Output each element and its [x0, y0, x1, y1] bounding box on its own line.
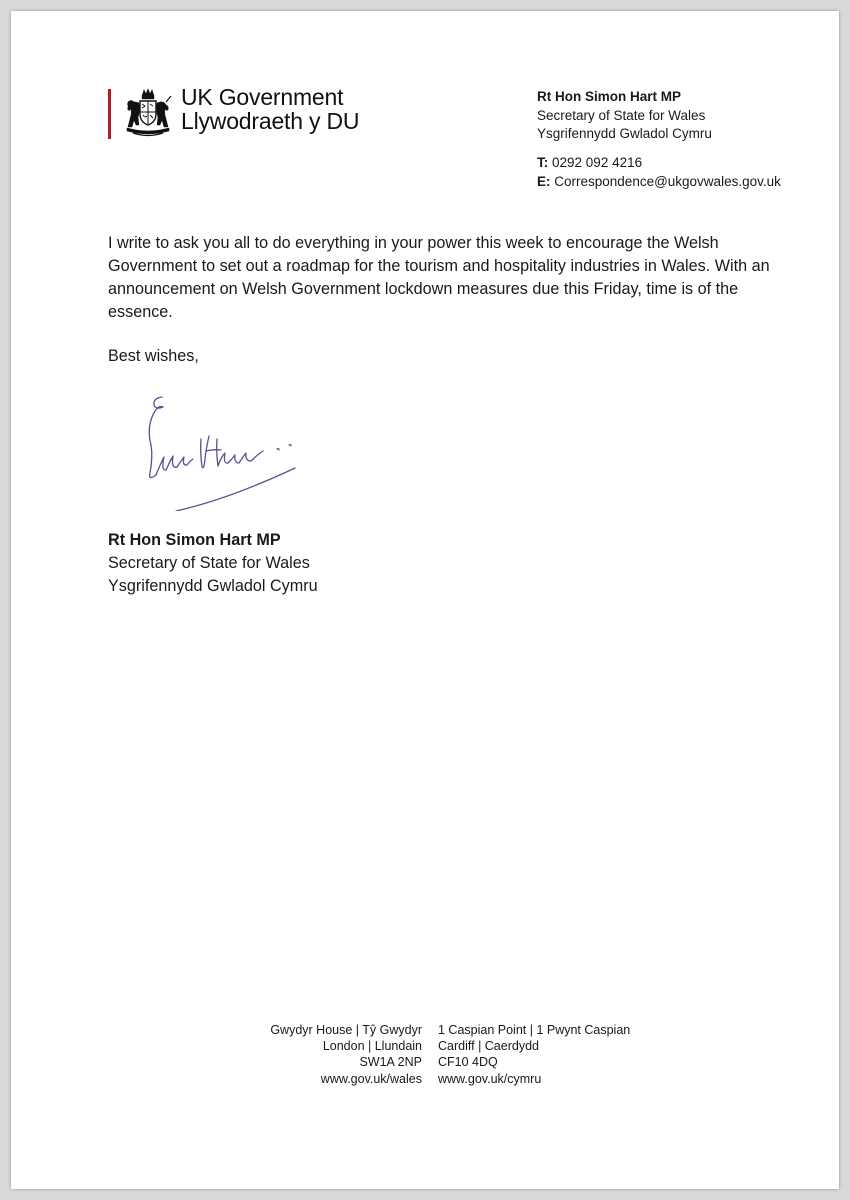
footer-cardiff-city: Cardiff | Caerdydd	[438, 1039, 539, 1054]
logo-divider	[108, 89, 111, 139]
sender-name: Rt Hon Simon Hart MP	[537, 89, 681, 104]
phone-line	[537, 154, 781, 173]
signoff-block	[108, 529, 318, 598]
organisation-name-welsh: Llywodraeth y DU	[181, 108, 360, 134]
contact-details	[537, 154, 781, 191]
phone-label: T:	[537, 155, 549, 170]
sender-title-welsh: Ysgrifennydd Gwladol Cymru	[537, 126, 712, 141]
sender-details	[537, 88, 712, 144]
sender-title-english: Secretary of State for Wales	[537, 107, 706, 123]
phone-number[interactable]: 0292 092 4216	[552, 155, 643, 170]
letter-page	[11, 11, 839, 1189]
signoff-title-english: Secretary of State for Wales	[108, 554, 310, 572]
email-line	[537, 173, 781, 192]
letter-closing: Best wishes,	[108, 347, 199, 365]
footer-london-city: London | Llundain	[322, 1039, 422, 1054]
email-label: E:	[537, 173, 551, 189]
footer-cardiff-postcode: CF10 4DQ	[438, 1055, 498, 1070]
footer-london-postcode: SW1A 2NP	[359, 1055, 422, 1070]
royal-coat-of-arms-icon	[121, 87, 175, 139]
organisation-logotype	[181, 85, 359, 133]
letter-body-paragraph: I write to ask you all to do everything in your power this week to encourage the Welsh Government to set out a roadmap for the tourism and hospitality industries in Wales. With an announcement on Welsh Government lockdown measures due this Friday, time is of the essence.	[108, 234, 770, 321]
footer-cardiff-building: 1 Caspian Point | 1 Pwynt Caspian	[438, 1023, 631, 1037]
footer-address-cardiff	[438, 1022, 630, 1087]
handwritten-signature-icon	[129, 393, 314, 511]
footer-london-building: Gwydyr House | Tŷ Gwydyr	[270, 1023, 422, 1037]
organisation-name-english: UK Government	[181, 84, 344, 110]
footer-address-london	[270, 1022, 422, 1087]
signoff-title-welsh: Ysgrifennydd Gwladol Cymru	[108, 577, 318, 595]
signoff-name: Rt Hon Simon Hart MP	[108, 531, 281, 549]
footer-cardiff-website-link[interactable]: www.gov.uk/cymru	[438, 1071, 542, 1086]
email-address[interactable]: Correspondence@ukgovwales.gov.uk	[554, 173, 781, 189]
footer-london-website-link[interactable]: www.gov.uk/wales	[320, 1071, 422, 1086]
